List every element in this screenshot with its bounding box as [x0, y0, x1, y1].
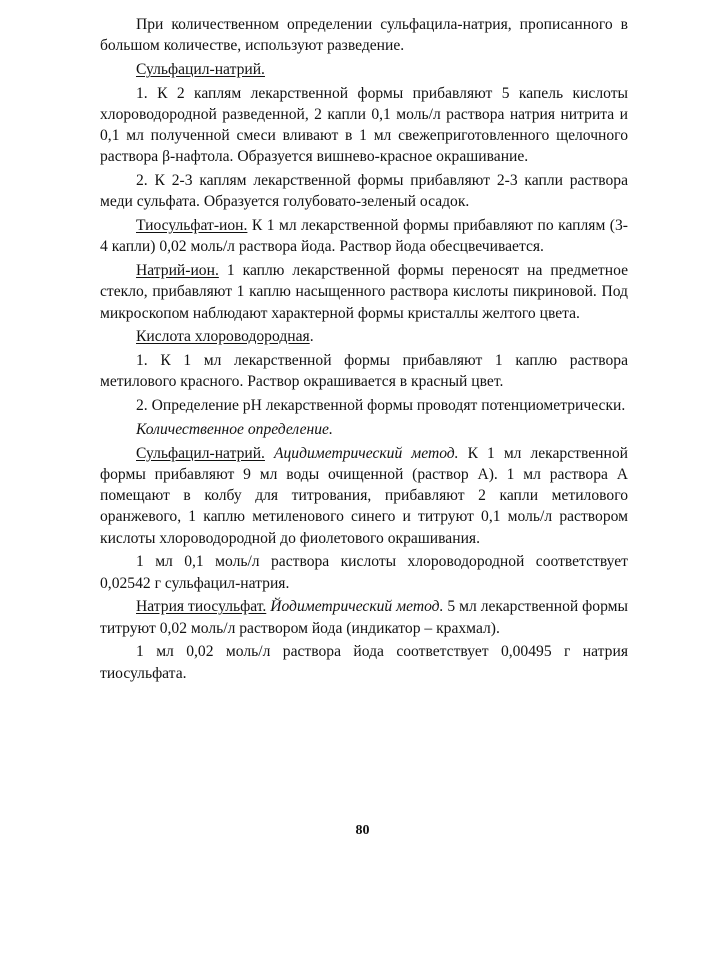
heading-sulfacyl-2: Сульфацил-натрий. — [136, 444, 265, 462]
paragraph-test-2 — [100, 170, 628, 212]
paragraph-acid-equivalent — [100, 551, 628, 593]
paragraph-acid-test-1 — [100, 350, 628, 392]
iodine-equivalent-text: 1 мл 0,02 моль/л раствора йода соответствует 0,00495 г натрия тиосульфата. — [100, 643, 628, 682]
acid-test-1-text: 1. К 1 мл лекарственной формы прибавляют 1 каплю раствора метилового красного. Раствор окрашивается в красный цвет. — [100, 352, 628, 391]
paragraph-thiosulfate-ion — [100, 215, 628, 257]
paragraph-iodimetric — [100, 596, 628, 638]
heading-acid-text: Кислота хлороводородная — [136, 328, 310, 346]
test-1-text: 1. К 2 каплям лекарственной формы прибавляют 5 капель кислоты хлороводородной разведенной, 2 капли 0,1 моль/л раствора натрия нитрита и 0,1 мл полученной смеси вливают в 1 мл свежеприготовленного щелочного раствора β-нафтола. Образуется вишнево-красное окрашивание. — [100, 84, 628, 166]
thiosulfate-ion-text: К 1 мл лекарственной формы прибавляют по каплям (3-4 капли) 0,02 моль/л раствора йода. Раствор йода обесцвечивается. — [100, 217, 628, 256]
iodimetric-text: 5 мл лекарственной формы титруют 0,02 моль/л раствором йода (индикатор – крахмал). — [100, 598, 628, 637]
heading-quantitative-text: Количественное определение. — [136, 421, 333, 438]
method-acidimetric: Ацидиметрический метод. — [264, 444, 459, 462]
heading-sodium-thiosulfate: Натрия тиосульфат. — [136, 598, 267, 616]
heading-sulfacyl-text: Сульфацил-натрий. — [136, 61, 265, 78]
heading-acid-dot: . — [309, 328, 314, 346]
heading-sodium-ion: Натрий-ион. — [136, 262, 219, 280]
test-2-text: 2. К 2-3 каплям лекарственной формы прибавляют 2-3 капли раствора меди сульфата. Образуется голубовато-зеленый осадок. — [100, 172, 628, 211]
acid-test-2-text: 2. Определение рН лекарственной формы проводят потенциометрически. — [136, 397, 626, 415]
sodium-ion-text: 1 каплю лекарственной формы переносят на предметное стекло, прибавляют 1 каплю насыщенного раствора кислоты пикриновой. Под микроскопом наблюдают характерной формы кристаллы желтого цвета. — [100, 262, 628, 322]
paragraph-sodium-ion — [100, 260, 628, 324]
intro-text: При количественном определении сульфацила-натрия, прописанного в большом количестве, используют разведение. — [100, 16, 628, 55]
heading-hydrochloric-acid — [100, 326, 628, 347]
acid-equivalent-text: 1 мл 0,1 моль/л раствора кислоты хлороводородной соответствует 0,02542 г сульфацил-натрия. — [100, 553, 628, 592]
heading-sulfacyl-sodium — [100, 59, 628, 80]
paragraph-acid-test-2 — [100, 395, 628, 416]
paragraph-intro — [100, 14, 628, 56]
page-number: 80 — [355, 823, 370, 838]
paragraph-acidimetric — [100, 443, 628, 549]
paragraph-iodine-equivalent — [100, 641, 628, 683]
acidimetric-text: К 1 мл лекарственной формы прибавляют 9 мл воды очищенной (раствор А). 1 мл раствора А помещают в колбу для титрования, прибавляют 2 капли метилового оранжевого, 1 каплю метиленового синего и титруют 0,1 моль/л раствором кислоты хлороводородной до фиолетового окрашивания. — [100, 444, 628, 547]
heading-quantitative — [100, 419, 628, 440]
method-iodimetric: Йодиметрический метод. — [266, 598, 444, 616]
heading-thiosulfate-ion: Тиосульфат-ион. — [136, 217, 248, 235]
document-page — [100, 14, 628, 686]
paragraph-test-1 — [100, 83, 628, 168]
